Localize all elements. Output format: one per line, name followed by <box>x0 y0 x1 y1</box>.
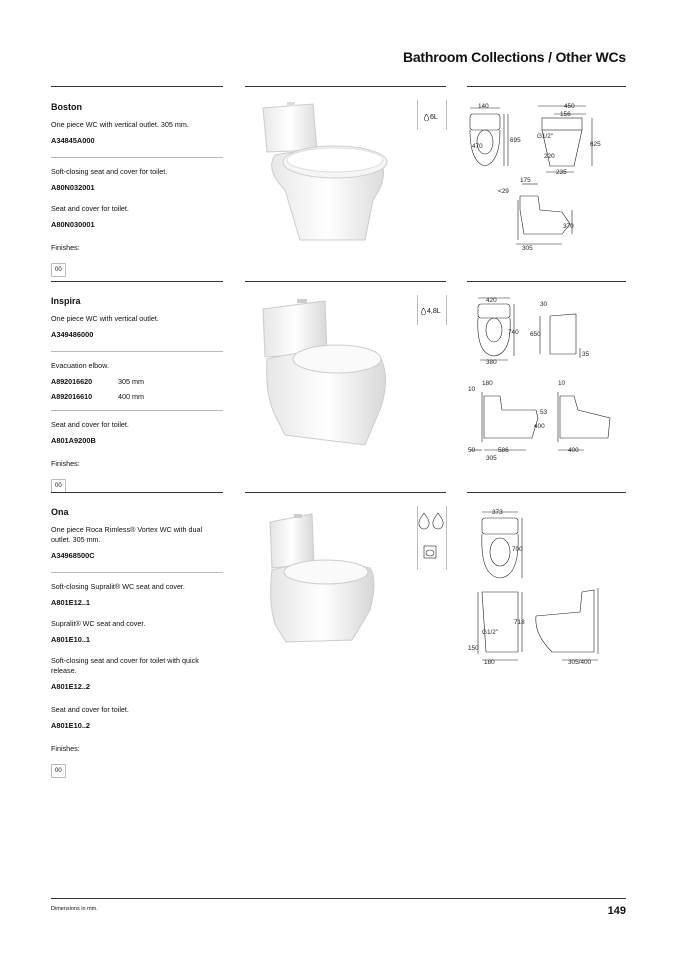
product-description: One piece Roca Rimless® Vortex WC with dual outlet. 305 mm. <box>51 525 203 544</box>
flush-badge <box>421 308 441 315</box>
section-rule <box>467 492 626 493</box>
section-rule <box>245 86 446 87</box>
divider <box>51 410 223 411</box>
page-number: 149 <box>607 905 626 917</box>
dim-label: 400 <box>568 447 579 454</box>
water-drop-icon <box>424 114 429 121</box>
accessory-code: A801E10..1 <box>51 635 91 644</box>
dim-label: G1/2" <box>482 629 499 636</box>
dim-label: 305 <box>522 245 533 252</box>
elbow-row <box>51 377 223 386</box>
ona-dimension-drawing <box>462 504 627 674</box>
product-ona <box>51 507 223 778</box>
accessory-code: A801A9200B <box>51 436 96 445</box>
product-code: A34968500C <box>51 551 95 560</box>
boston-toilet-photo <box>255 100 395 250</box>
accessory-label: Soft-closing Supralit® WC seat and cover. <box>51 582 185 591</box>
badge-border <box>446 100 447 130</box>
badge-border <box>417 100 418 130</box>
rimless-toilet-icon <box>423 545 437 559</box>
elbow-code: A892016620 <box>51 377 93 386</box>
dim-label: 235 <box>556 169 567 176</box>
water-drop-icon <box>421 308 426 315</box>
accessory-label: Seat and cover for toilet. <box>51 705 129 714</box>
dim-label: 450 <box>564 103 575 110</box>
badge-border <box>417 506 418 570</box>
dim-label: 180 <box>484 659 495 666</box>
product-description: One piece WC with vertical outlet. <box>51 314 159 323</box>
dim-label: 35 <box>582 351 590 358</box>
dim-label: 740 <box>508 329 519 336</box>
flush-volume: 4,8L <box>427 308 441 315</box>
ona-toilet-photo <box>262 510 382 650</box>
boston-dimension-drawing <box>462 100 627 252</box>
finishes-label: Finishes: <box>51 744 80 753</box>
dim-label: 53 <box>540 409 548 416</box>
accessory-label: Soft-closing seat and cover for toilet with quick release. <box>51 656 199 675</box>
section-rule <box>245 492 446 493</box>
accessory-label: Seat and cover for toilet. <box>51 420 129 429</box>
section-rule <box>51 492 223 493</box>
dim-label: 220 <box>544 153 555 160</box>
product-name: Boston <box>51 102 82 112</box>
page-title: Bathroom Collections / Other WCs <box>402 49 626 65</box>
divider <box>51 157 223 158</box>
dim-label: 140 <box>478 103 489 110</box>
accessory-label: Seat and cover for toilet. <box>51 204 129 213</box>
dim-label: 586 <box>498 447 509 454</box>
dim-label: 370 <box>563 223 574 230</box>
inspira-dimension-drawing <box>462 292 627 462</box>
section-rule <box>51 281 223 282</box>
section-rule <box>245 281 446 282</box>
dim-label: 373 <box>492 509 503 516</box>
product-name: Ona <box>51 507 69 517</box>
finish-swatch[interactable]: 00 <box>51 479 66 493</box>
product-description: One piece WC with vertical outlet. 305 mm. <box>51 120 189 129</box>
dim-label: 156 <box>560 111 571 118</box>
divider <box>51 351 223 352</box>
dim-label: 150 <box>468 645 479 652</box>
dim-label: 400 <box>534 423 545 430</box>
footer-rule <box>51 898 626 899</box>
accessory-label: Soft-closing seat and cover for toilet. <box>51 167 168 176</box>
finish-swatch[interactable]: 00 <box>51 764 66 778</box>
dim-label: <29 <box>498 188 509 195</box>
elbow-code: A892016610 <box>51 392 93 401</box>
dim-label: 10 <box>468 386 476 393</box>
finish-swatch[interactable]: 00 <box>51 263 66 277</box>
dim-label: G1/2" <box>537 133 554 140</box>
flush-volume: 6L <box>430 114 438 121</box>
badge-border <box>417 295 418 325</box>
section-rule <box>51 86 223 87</box>
dim-label: 650 <box>530 331 541 338</box>
dim-label: 700 <box>512 546 523 553</box>
accessory-code: A801E10..2 <box>51 721 91 730</box>
dim-label: 718 <box>514 619 525 626</box>
product-name: Inspira <box>51 296 81 306</box>
dim-label: 50 <box>468 447 476 454</box>
divider <box>51 572 223 573</box>
dim-label: 30 <box>540 301 548 308</box>
dim-label: 175 <box>520 177 531 184</box>
flush-badge <box>418 512 446 530</box>
finishes-label: Finishes: <box>51 459 80 468</box>
accessory-code: A80N032001 <box>51 183 95 192</box>
elbow-label: Evacuation elbow. <box>51 361 109 370</box>
accessory-code: A80N030001 <box>51 220 95 229</box>
dim-label: 420 <box>486 297 497 304</box>
dim-label: 695 <box>510 137 521 144</box>
elbow-row <box>51 392 223 401</box>
accessory-code: A801E12..2 <box>51 682 91 691</box>
footer-note: Dimensions in mm. <box>51 906 98 912</box>
product-boston <box>51 102 223 277</box>
product-inspira <box>51 296 223 493</box>
accessory-label: Supralit® WC seat and cover. <box>51 619 146 628</box>
elbow-size: 305 mm <box>118 377 144 386</box>
inspira-toilet-photo <box>255 295 395 455</box>
dual-flush-icon <box>418 512 446 530</box>
finishes-label: Finishes: <box>51 243 80 252</box>
section-rule <box>467 281 626 282</box>
product-code: A34845A000 <box>51 136 95 145</box>
accessory-code: A801E12..1 <box>51 598 91 607</box>
rimless-badge <box>423 545 437 559</box>
dim-label: 470 <box>472 143 483 150</box>
dim-label: 305 <box>486 455 497 462</box>
elbow-size: 400 mm <box>118 392 144 401</box>
dim-label: 305/400 <box>568 659 592 666</box>
badge-border <box>446 295 447 325</box>
product-code: A349486000 <box>51 330 94 339</box>
dim-label: 625 <box>590 141 601 148</box>
dim-label: 380 <box>486 359 497 366</box>
dim-label: 10 <box>558 380 566 387</box>
dim-label: 180 <box>482 380 493 387</box>
badge-border <box>446 506 447 570</box>
flush-badge <box>424 114 438 121</box>
section-rule <box>467 86 626 87</box>
